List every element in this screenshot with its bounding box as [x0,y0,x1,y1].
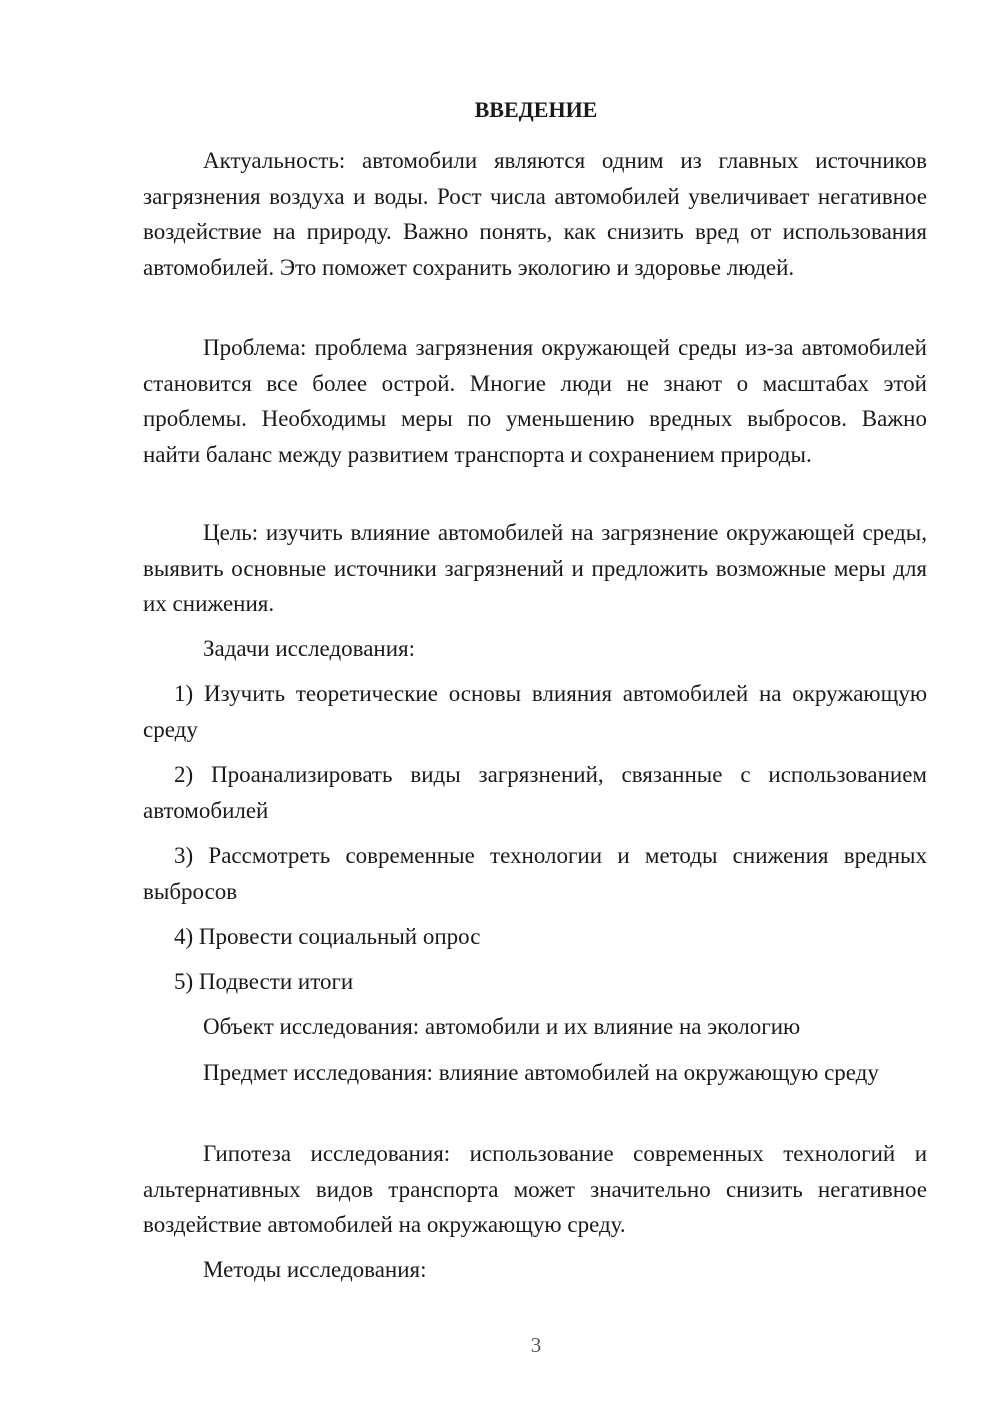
hypothesis-block [143,1136,927,1243]
task-item-3: 3) Рассмотреть современные технологии и методы снижения вредных выбросов [143,843,927,904]
methods-block [143,1252,927,1288]
task-3-block [143,838,927,909]
object-block [143,1009,927,1045]
task-item-5: 5) Подвести итоги [174,969,354,994]
task-2-block [143,757,927,828]
tasks-heading-block [143,631,927,667]
problem-paragraph [143,330,927,472]
object-text: Объект исследования: автомобили и их влияние на экологию [203,1014,801,1039]
task-1-block [143,676,927,747]
relevance-text: Актуальность: автомобили являются одним из главных источников загрязнения воздуха и воды. Рост числа автомобилей увеличивает негативное воздействие на природу. Важно понять, как снизить вред от использования автомобилей. Это поможет сохранить экологию и здоровье людей. [143,148,927,280]
methods-heading: Методы исследования: [203,1257,427,1282]
goal-text: Цель: изучить влияние автомобилей на загрязнение окружающей среды, выявить основные источники загрязнений и предложить возможные меры для их снижения. [143,520,927,616]
hypothesis-text: Гипотеза исследования: использование современных технологий и альтернативных видов транспорта может значительно снизить негативное воздействие автомобилей на окружающую среду. [143,1141,927,1237]
subject-text: Предмет исследования: влияние автомобилей на окружающую среду [203,1060,879,1085]
task-5-block [143,964,927,1000]
problem-text: Проблема: проблема загрязнения окружающей среды из-за автомобилей становится все более острой. Многие люди не знают о масштабах этой проблемы. Необходимы меры по уменьшению вредных выбросов. Важно найти баланс между развитием транспорта и сохранением природы. [143,335,927,467]
relevance-paragraph [143,143,927,285]
page-title: ВВЕДЕНИЕ [474,97,598,122]
task-item-4: 4) Провести социальный опрос [174,924,481,949]
goal-paragraph [143,515,927,622]
page-number: 3 [530,1333,542,1357]
task-item-2: 2) Проанализировать виды загрязнений, связанные с использованием автомобилей [143,762,927,823]
task-item-1: 1) Изучить теоретические основы влияния автомобилей на окружающую среду [143,681,927,742]
tasks-heading: Задачи исследования: [203,636,416,661]
subject-block [143,1055,927,1091]
task-4-block [143,919,927,955]
